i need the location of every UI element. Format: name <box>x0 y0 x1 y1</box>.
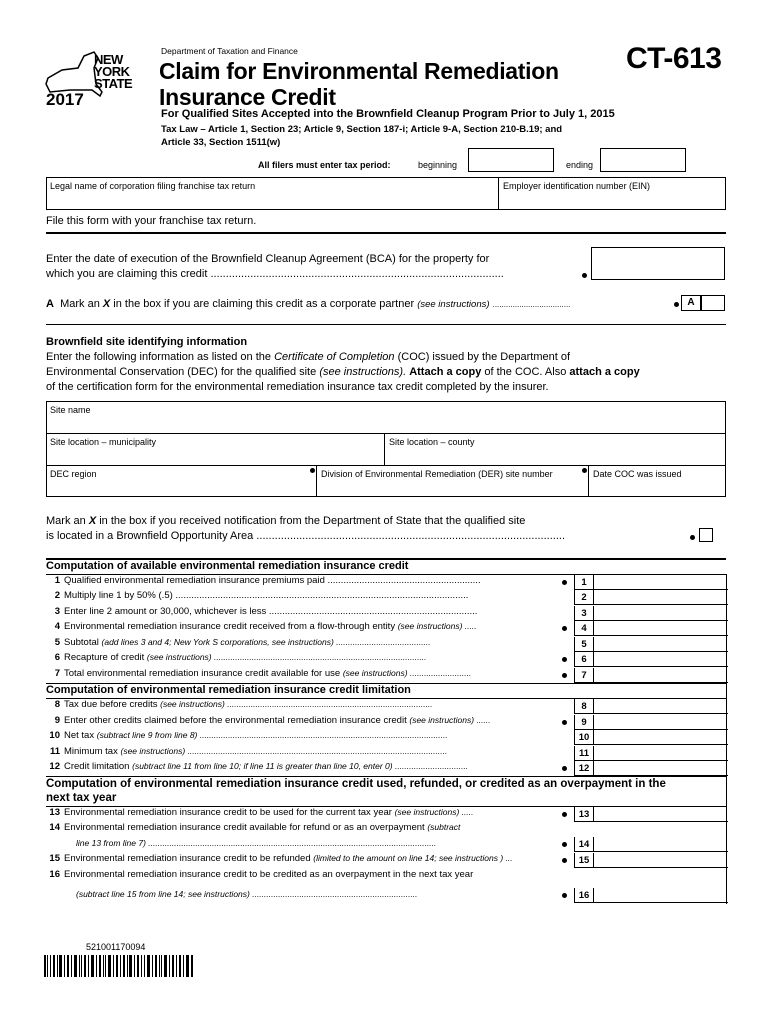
line-bullet-icon <box>562 766 567 771</box>
opportunity-x: X <box>88 515 97 527</box>
line-description <box>64 746 560 757</box>
computation-line-1 <box>46 575 726 590</box>
line-number: 11 <box>49 746 60 757</box>
line-box-number: 6 <box>574 652 594 667</box>
line-number: 3 <box>54 606 60 617</box>
line-description <box>64 715 560 726</box>
line-amount-input[interactable] <box>594 761 728 776</box>
department-name: Department of Taxation and Finance <box>161 46 298 56</box>
line-amount-input[interactable] <box>594 853 728 868</box>
line-description <box>64 730 560 741</box>
site-info-p1-ital: Certificate of Completion <box>274 351 395 363</box>
opportunity-post: in the box if you received notification from the Department of State that the qualified site <box>99 515 526 527</box>
der-site-number-label: Division of Environmental Remediation (DER) site number <box>321 469 553 479</box>
site-info-heading: Brownfield site identifying information <box>46 336 248 348</box>
municipality-label: Site location – municipality <box>50 437 157 447</box>
computation-line-13 <box>46 807 726 822</box>
line-amount-input[interactable] <box>594 807 728 822</box>
line-number: 7 <box>54 668 60 679</box>
line-note: (see instructions) ...... <box>409 715 491 725</box>
form-title-line2: Insurance Credit <box>159 84 336 110</box>
line-bullet-icon <box>562 893 567 898</box>
line-number: 1 <box>54 575 60 586</box>
county-input[interactable] <box>389 449 719 463</box>
line-bullet-icon <box>562 842 567 847</box>
computation-line-8 <box>46 699 726 714</box>
partner-mark-box[interactable] <box>701 295 725 311</box>
line-note: (subtract line 9 from line 8) ......................................................................................................... <box>96 730 448 740</box>
site-info-paragraph-2 <box>46 366 640 378</box>
line-note: (see instructions) .......................... <box>342 668 472 678</box>
computation-line-12 <box>46 761 726 776</box>
opportunity-checkbox[interactable] <box>699 528 713 542</box>
line-text: Enter line 2 amount or 30,000, whichever is less ............................................................................... <box>64 606 478 617</box>
bca-text-line2: which you are claiming this credit ................................................................................................ <box>46 268 504 280</box>
computation-line-9 <box>46 715 726 730</box>
partner-text: in the box if you are claiming this credit as a corporate partner <box>113 298 415 310</box>
line-number: 14 <box>49 822 60 833</box>
form-subtitle: For Qualified Sites Accepted into the Brownfield Cleanup Program Prior to July 1, 2015 <box>161 108 615 120</box>
line-number: 4 <box>54 621 60 632</box>
computation-line-11 <box>46 746 726 761</box>
line-description <box>64 822 560 833</box>
line-text: Enter other credits claimed before the environmental remediation insurance credit <box>64 715 407 726</box>
computation-line-6 <box>46 652 726 667</box>
line-note-continued: line 13 from line 7) .......................................................................................................................... <box>76 838 437 848</box>
line-bullet-icon <box>562 673 567 678</box>
site-info-p2-bold2: attach a copy <box>569 366 640 378</box>
line-box-number: 8 <box>574 699 594 714</box>
logo-line3: STATE <box>94 76 133 91</box>
corp-name-label: Legal name of corporation filing franchise tax return <box>50 181 256 191</box>
line-number: 8 <box>54 699 60 710</box>
opportunity-line1 <box>46 515 525 527</box>
county-label: Site location – county <box>389 437 475 447</box>
line-description <box>64 575 560 586</box>
line-bullet-icon <box>562 580 567 585</box>
line-note: (subtract <box>427 822 461 832</box>
line-amount-input[interactable] <box>594 606 728 621</box>
line-amount-input[interactable] <box>594 837 728 852</box>
line-bullet-icon <box>562 626 567 631</box>
line-text: Environmental remediation insurance credit received from a flow-through entity <box>64 621 396 632</box>
line-note: (subtract line 11 from line 10; if line 11 is greater than line 10, enter 0) ............................... <box>132 761 469 771</box>
site-info-p2-ital: (see instructions). <box>319 366 407 378</box>
line-box-number: 13 <box>574 807 594 822</box>
line-number: 10 <box>49 730 60 741</box>
line-number: 12 <box>49 761 60 772</box>
line-description <box>64 668 560 679</box>
line-number: 6 <box>54 652 60 663</box>
line-text: Total environmental remediation insurance credit available for use <box>64 668 341 679</box>
file-note: File this form with your franchise tax return. <box>46 215 257 227</box>
logo-line1: NEW <box>94 52 123 67</box>
site-name-input[interactable] <box>50 417 720 431</box>
beginning-label: beginning <box>418 160 458 170</box>
barcode-icon <box>44 955 194 977</box>
line-description <box>64 652 560 663</box>
section-credit-limitation-heading: Computation of environmental remediation insurance credit limitation <box>46 684 411 696</box>
computation-line-10 <box>46 730 726 745</box>
line-number: 16 <box>49 869 60 880</box>
line-description <box>64 621 560 632</box>
line-box-number: 2 <box>574 590 594 605</box>
line-box-number: 14 <box>574 837 594 852</box>
logo-line2: YORK <box>94 64 130 79</box>
site-info-p2-post: of the COC. Also <box>484 366 567 378</box>
ending-label: ending <box>566 160 594 170</box>
line-number: 15 <box>49 853 60 864</box>
line-text: Credit limitation <box>64 761 130 772</box>
line-amount-input[interactable] <box>594 652 728 667</box>
line-box-number: 1 <box>574 575 594 590</box>
form-year: 2017 <box>46 90 84 109</box>
site-name-label: Site name <box>50 405 91 415</box>
line-box-number: 16 <box>574 888 594 903</box>
line-text: Environmental remediation insurance credit to be refunded <box>64 853 311 864</box>
line-text: Environmental remediation insurance credit to be used for the current tax year <box>64 807 392 818</box>
computation-line-5 <box>46 637 726 652</box>
corp-name-input[interactable] <box>50 194 490 208</box>
site-info-p1-post: (COC) issued by the Department of <box>397 351 571 363</box>
line-box-number: 11 <box>574 746 594 761</box>
nys-logo <box>40 48 133 110</box>
bca-date-input[interactable] <box>591 247 725 280</box>
line-box-number: 4 <box>574 621 594 636</box>
line-amount-input[interactable] <box>594 621 728 636</box>
line-amount-input[interactable] <box>594 668 728 683</box>
opportunity-bullet-icon <box>690 535 695 540</box>
der-bullet-icon <box>582 468 587 473</box>
ein-input[interactable] <box>503 194 719 208</box>
line-number: 5 <box>54 637 60 648</box>
line-box-number: 7 <box>574 668 594 683</box>
site-info-p2-bold: Attach a copy <box>409 366 482 378</box>
line-description <box>64 869 560 880</box>
line-number: 13 <box>49 807 60 818</box>
line-bullet-icon <box>562 812 567 817</box>
line-text: Environmental remediation insurance credit to be credited as an overpayment in the next tax year <box>64 869 474 880</box>
line-number: 2 <box>54 590 60 601</box>
line-text: Multiply line 1 by 50% (.5) ............................................................................................................... <box>64 590 469 601</box>
line-description <box>64 853 560 864</box>
line-note-continued: (subtract line 15 from line 14; see instructions) ...................................................................... <box>76 889 418 899</box>
line-note: (add lines 3 and 4; New York S corporations, see instructions) ........................................ <box>101 637 431 647</box>
opportunity-pre: Mark an <box>46 515 86 527</box>
dec-region-bullet-icon <box>310 468 315 473</box>
partner-checkbox[interactable]: A <box>681 295 701 311</box>
line-note: (see instructions) ..... <box>397 621 477 631</box>
partner-text-pre: Mark an <box>60 298 100 310</box>
line-amount-input[interactable] <box>594 746 728 761</box>
site-info-paragraph-1 <box>46 351 570 363</box>
form-number: CT-613 <box>626 42 722 75</box>
tax-period-label: All filers must enter tax period: <box>258 160 391 170</box>
line-description <box>64 637 560 648</box>
line-description <box>64 761 560 772</box>
line-text: Tax due before credits <box>64 699 158 710</box>
line-bullet-icon <box>562 720 567 725</box>
partner-leader: ................................... <box>492 300 571 309</box>
partner-line <box>46 298 570 310</box>
tax-law-line2: Article 33, Section 1511(w) <box>161 137 281 148</box>
line-note: (see instructions) .............................................................................................................. <box>120 746 448 756</box>
line-box-number: 15 <box>574 853 594 868</box>
line-box-number: 10 <box>574 730 594 745</box>
line-amount-input[interactable] <box>594 637 728 652</box>
line-amount-input[interactable] <box>594 715 728 730</box>
dec-region-label: DEC region <box>50 469 97 479</box>
computation-line-7 <box>46 668 726 683</box>
coc-date-label: Date COC was issued <box>593 469 682 479</box>
line-amount-input[interactable] <box>594 730 728 745</box>
line-note: (limited to the amount on line 14; see instructions ) ... <box>313 853 513 863</box>
ein-label: Employer identification number (EIN) <box>503 181 651 191</box>
line-amount-input[interactable] <box>594 590 728 605</box>
line-amount-input[interactable] <box>594 699 728 714</box>
site-info-p1-pre: Enter the following information as listed on the <box>46 351 272 363</box>
computation-line-16 <box>46 869 726 903</box>
der-site-number-input[interactable] <box>321 481 583 495</box>
computation-line-2 <box>46 590 726 605</box>
line-text: Subtotal <box>64 637 99 648</box>
computation-line-3 <box>46 606 726 621</box>
computation-line-4 <box>46 621 726 636</box>
computation-line-15 <box>46 853 726 868</box>
line-text: Minimum tax <box>64 746 118 757</box>
barcode <box>44 955 194 977</box>
line-amount-input[interactable] <box>594 575 728 590</box>
tax-period-beginning-input[interactable] <box>468 148 554 172</box>
form-id-number: 521001170094 <box>86 942 146 952</box>
site-info-p2-pre: Environmental Conservation (DEC) for the qualified site <box>46 366 317 378</box>
line-note: (see instructions) .......................................................................................... <box>146 652 427 662</box>
line-description <box>64 606 560 617</box>
line-description <box>64 807 560 818</box>
partner-x: X <box>102 298 111 310</box>
dec-region-input[interactable] <box>50 481 308 495</box>
line-box-number: 3 <box>574 606 594 621</box>
line-bullet-icon <box>562 657 567 662</box>
site-info-paragraph-3: of the certification form for the environmental remediation insurance tax credit completed by the insurer. <box>46 381 549 393</box>
partner-bullet-icon <box>674 302 679 307</box>
section-credit-used-heading-line1: Computation of environmental remediation insurance credit used, refunded, or credited as an overpayment in the <box>46 778 666 790</box>
line-note: (see instructions) ..... <box>394 807 474 817</box>
line-amount-input[interactable] <box>594 888 728 903</box>
opportunity-line2: is located in a Brownfield Opportunity Area ..................................................................................................... <box>46 530 566 542</box>
line-bullet-icon <box>562 858 567 863</box>
partner-see-instructions: (see instructions) <box>417 299 490 310</box>
bca-text-line1: Enter the date of execution of the Brownfield Cleanup Agreement (BCA) for the property for <box>46 253 490 265</box>
partner-letter: A <box>46 298 54 310</box>
form-title-line1: Claim for Environmental Remediation <box>159 58 559 84</box>
line-description <box>64 590 560 601</box>
line-text: Qualified environmental remediation insurance premiums paid .......................................................... <box>64 575 481 586</box>
computation-line-14 <box>46 822 726 852</box>
section-available-credit-heading: Computation of available environmental remediation insurance credit <box>46 560 409 572</box>
line-text: Environmental remediation insurance credit available for refund or as an overpayment <box>64 822 425 833</box>
line-note: (see instructions) ....................................................................................... <box>160 699 433 709</box>
line-box-number: 9 <box>574 715 594 730</box>
bca-bullet-icon <box>582 273 587 278</box>
line-number: 9 <box>54 715 60 726</box>
line-box-number: 12 <box>574 761 594 776</box>
tax-period-ending-input[interactable] <box>600 148 686 172</box>
coc-date-input[interactable] <box>593 481 721 495</box>
section-credit-used-heading-line2: next tax year <box>46 792 117 804</box>
line-text: Recapture of credit <box>64 652 145 663</box>
tax-law-line1: Tax Law – Article 1, Section 23; Article 9, Section 187-i; Article 9-A, Section 210-B.19; and <box>161 124 563 135</box>
municipality-input[interactable] <box>50 449 380 463</box>
line-box-number: 5 <box>574 637 594 652</box>
line-text: Net tax <box>64 730 95 741</box>
line-description <box>64 699 560 710</box>
